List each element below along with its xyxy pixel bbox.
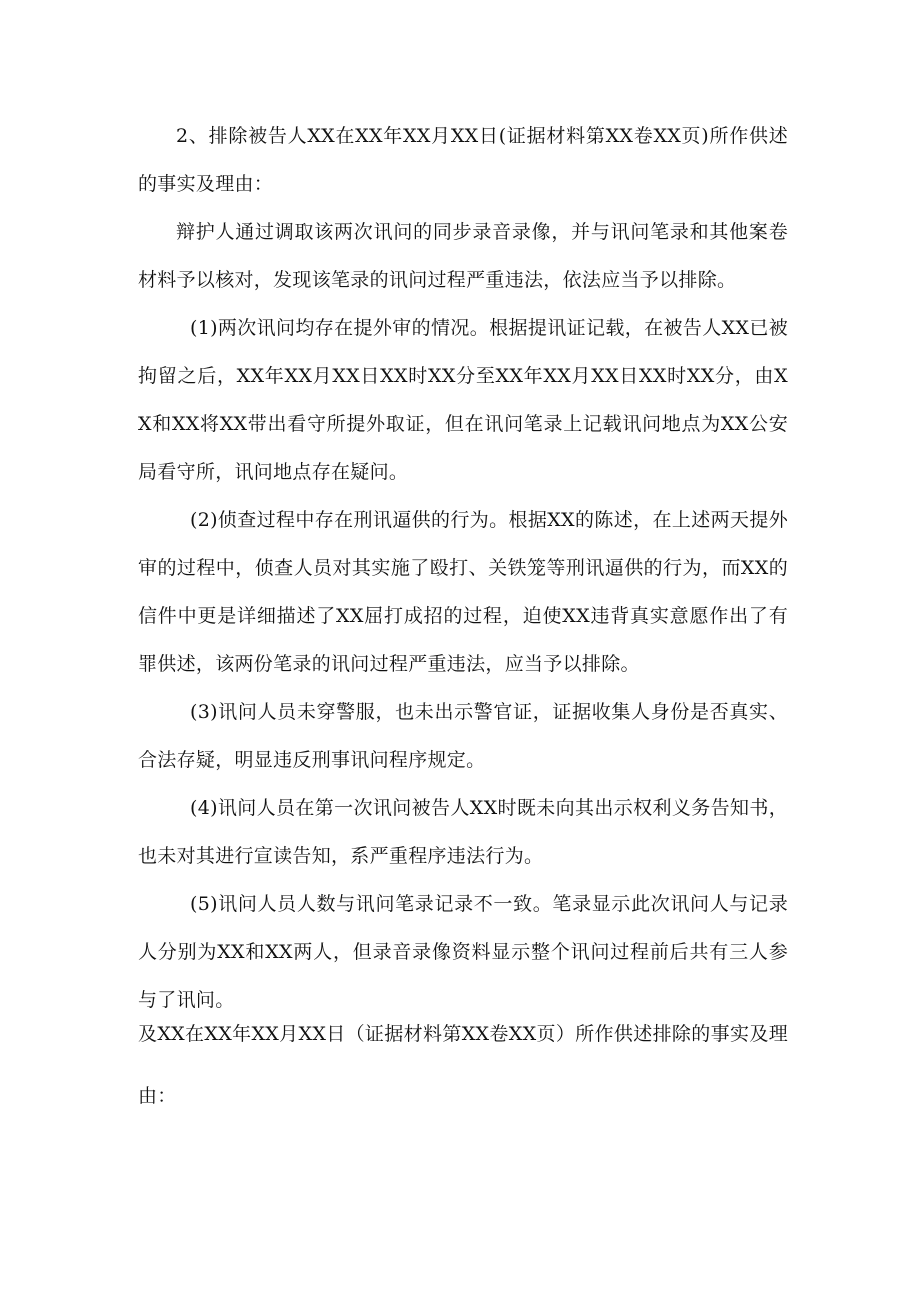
- numbered-paragraph-1: (1)两次讯问均存在提外审的情况。根据提讯证记载，在被告人XX已被拘留之后，XX年XX月XX日XX时XX分至XX年XX月XX日XX时XX分，由XX和XX将XX带出看守所提外取证，但在讯问笔录上记载讯问地点为XX公安局看守所，讯问地点存在疑问。: [138, 317, 788, 483]
- closing-paragraph: 及XX在XX年XX月XX日（证据材料第XX卷XX页）所作供述排除的事实及理由：: [138, 1023, 788, 1107]
- numbered-paragraph-4: (4)讯问人员在第一次讯问被告人XX时既未向其出示权利义务告知书，也未对其进行宣读告知，系严重程序违法行为。: [138, 797, 788, 867]
- numbered-paragraph-2: (2)侦查过程中存在刑讯逼供的行为。根据XX的陈述，在上述两天提外审的过程中，侦查人员对其实施了殴打、关铁笼等刑讯逼供的行为，而XX的信件中更是详细描述了XX屈打成招的过程，迫使XX违背真实意愿作出了有罪供述，该两份笔录的讯问过程严重违法，应当予以排除。: [138, 509, 788, 675]
- body-paragraph: 辩护人通过调取该两次讯问的同步录音录像，并与讯问笔录和其他案卷材料予以核对，发现该笔录的讯问过程严重违法，依法应当予以排除。: [138, 221, 788, 291]
- numbered-paragraph-3: (3)讯问人员未穿警服，也未出示警官证，证据收集人身份是否真实、合法存疑，明显违反刑事讯问程序规定。: [138, 701, 788, 771]
- section-heading-paragraph: 2、排除被告人XX在XX年XX月XX日(证据材料第XX卷XX页)所作供述的事实及理由：: [138, 125, 788, 195]
- numbered-paragraph-5: (5)讯问人员人数与讯问笔录记录不一致。笔录显示此次讯问人与记录人分别为XX和XX两人，但录音录像资料显示整个讯问过程前后共有三人参与了讯问。: [138, 893, 788, 1011]
